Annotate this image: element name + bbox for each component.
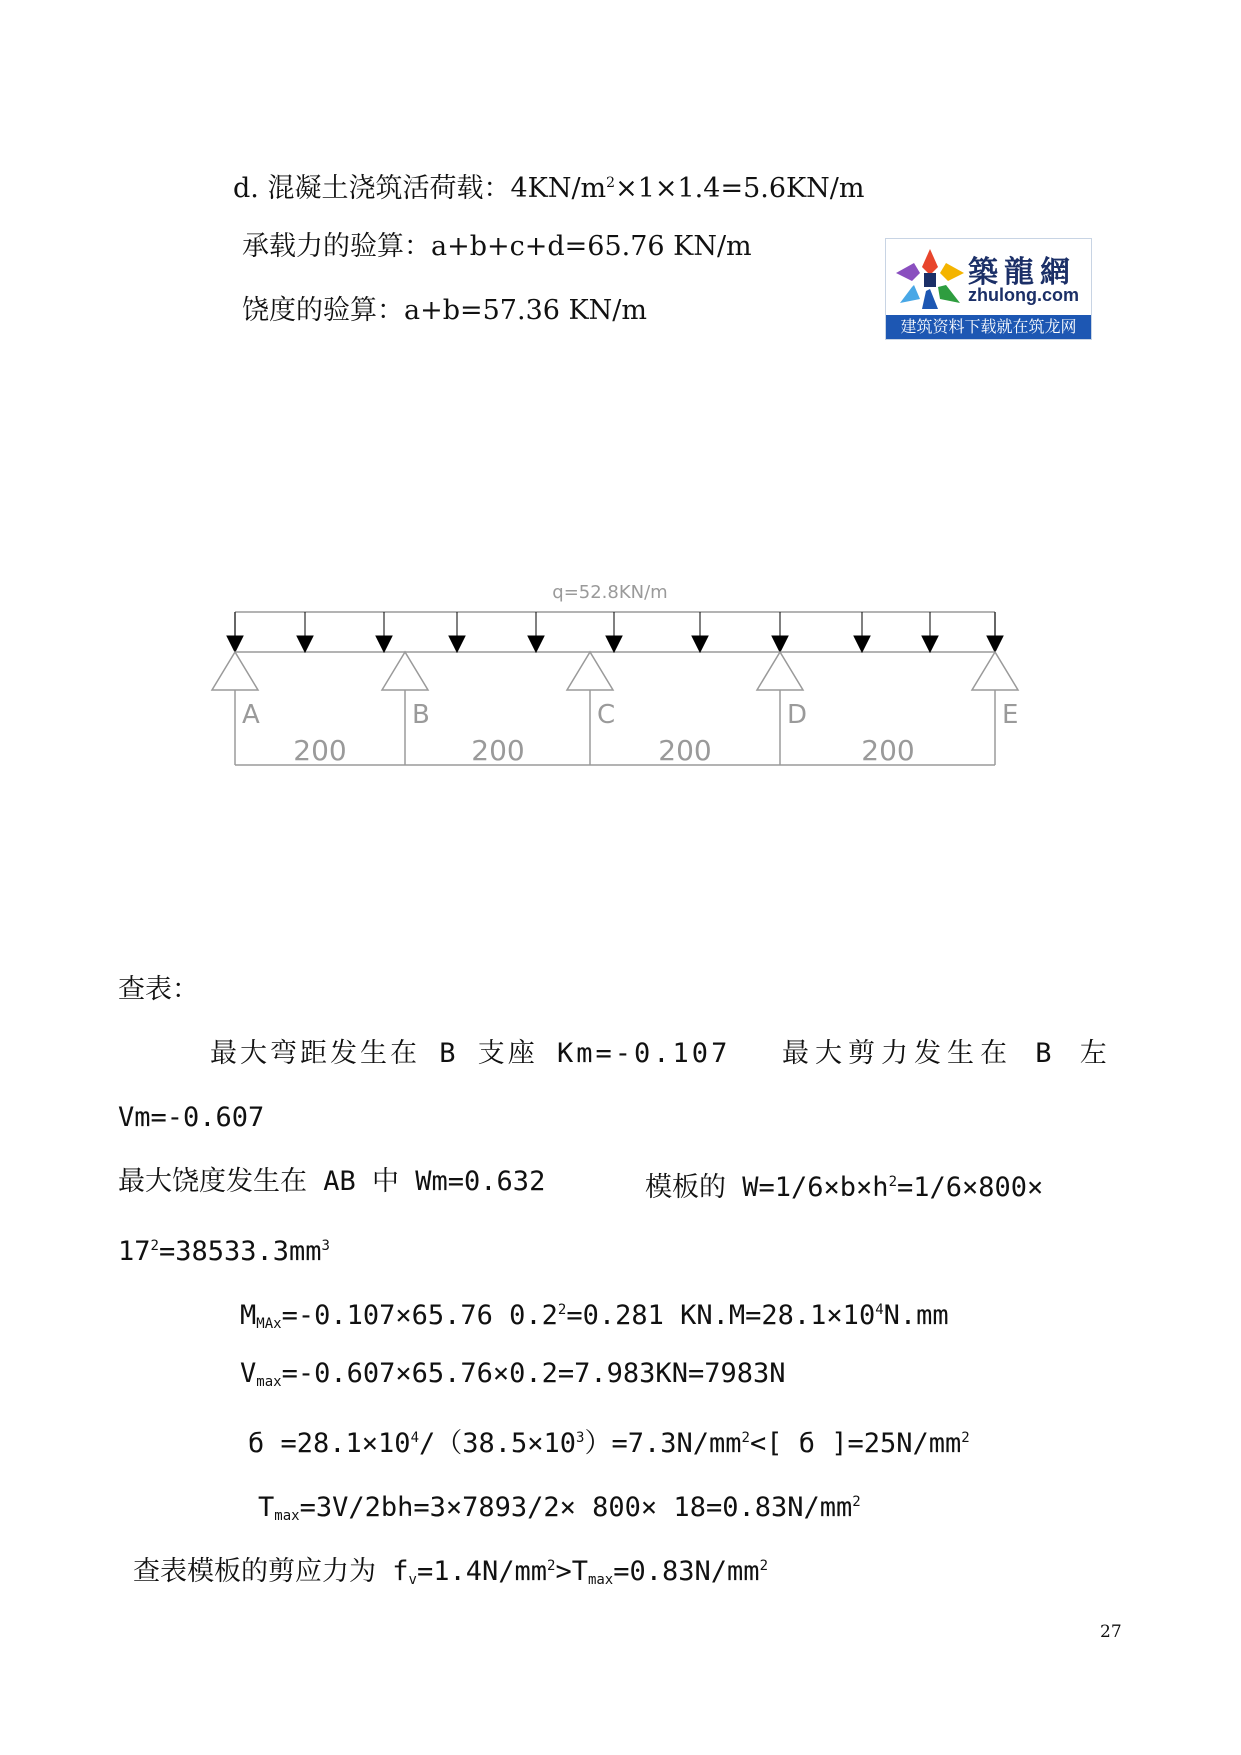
support-label-d: D xyxy=(787,700,808,730)
load-arrow xyxy=(922,612,938,652)
load-arrow xyxy=(987,612,1003,652)
logo-domain: zhulong.com xyxy=(968,285,1079,305)
load-arrow xyxy=(227,612,243,652)
mmax-line: $M_{MAx}=-0.107\times 65.76$ $0.2^2=0.281$ $KN.M=28.1\times 10^4N.mm$ xyxy=(240,1300,949,1332)
logo-slogan: 建筑资料下载就在筑龙网 xyxy=(886,315,1091,339)
continuous-beam-diagram xyxy=(200,570,1050,810)
tmax-line: $T_{max}=3V/2bh=3\times 7893/2\times 800\times 18=0.83N/mm^2$ xyxy=(258,1492,861,1524)
load-arrow xyxy=(528,612,544,652)
max-shear-value: Vm=-0.607 xyxy=(118,1102,265,1133)
zhulong-logo xyxy=(885,238,1092,340)
stress-check-line: $б =28.1\times 10^4/(38.5\times 10^3)=7.3N/mm^2<$[ б ]$=25N/mm^2$ xyxy=(248,1428,970,1459)
load-arrows xyxy=(227,612,1003,652)
span-label: 200 xyxy=(471,734,525,767)
template-w-line: 模板的 $W=1/6\times b\times h^2=1/6\times 800\times$ xyxy=(645,1172,1044,1203)
bearing-check-line: 承载力的验算：a+b+c+d=65.76 KN/m xyxy=(242,231,752,262)
support-label-c: C xyxy=(597,700,616,730)
support-label-e: E xyxy=(1002,700,1019,730)
span-label: 200 xyxy=(658,734,712,767)
max-moment-line: 最大弯距发生在 B 支座 Km=-0.107 xyxy=(210,1038,731,1069)
load-arrow xyxy=(376,612,392,652)
load-arrow xyxy=(772,612,788,652)
logo-chinese-name: 築龍網 xyxy=(968,255,1076,290)
span-label: 200 xyxy=(861,734,915,767)
load-arrow xyxy=(449,612,465,652)
support-label-b: B xyxy=(412,700,430,730)
load-d-line: d. 混凝土浇筑活荷载：$4KN/m^2\times 1\times 1.4=5.6KN/m$ xyxy=(233,173,865,204)
load-arrow xyxy=(297,612,313,652)
max-shear-line: 最大剪力发生在 B 左 xyxy=(782,1038,1113,1069)
max-deflection-line: 最大饶度发生在 AB 中 Wm=0.632 xyxy=(118,1166,546,1197)
w-result-line: $17^2=38533.3mm^3$ xyxy=(118,1236,330,1267)
vmax-line: $V_{max}=-0.607\times 65.76\times 0.2=7.983KN=7983N$ xyxy=(240,1358,786,1390)
span-label: 200 xyxy=(293,734,347,767)
load-arrow xyxy=(692,612,708,652)
support-label-a: A xyxy=(242,700,260,730)
load-label: q=52.8KN/m xyxy=(552,582,668,603)
page-number: 27 xyxy=(1100,1622,1122,1642)
lookup-heading: 查表： xyxy=(118,974,199,1005)
load-arrow xyxy=(606,612,622,652)
load-arrow xyxy=(854,612,870,652)
shear-stress-line: 查表模板的剪应力为 $f_v=1.4N/mm^2>T_{max}=0.83N/mm^2$ xyxy=(133,1556,768,1588)
deflection-check-line: 饶度的验算：a+b=57.36 KN/m xyxy=(242,295,647,326)
logo-flower-icon xyxy=(890,245,970,315)
